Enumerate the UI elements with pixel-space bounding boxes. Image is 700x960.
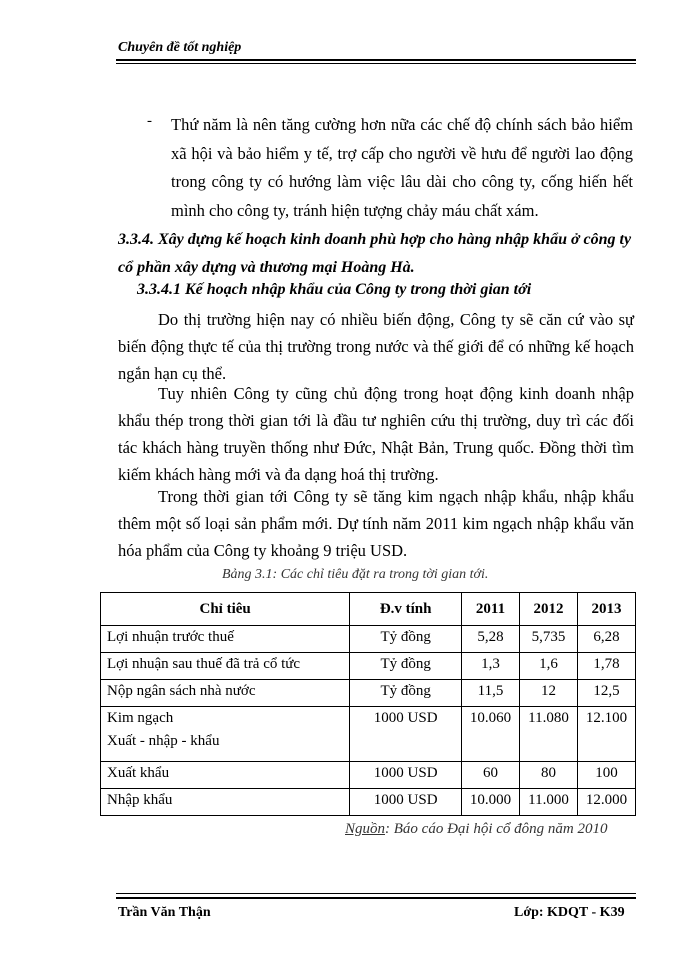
page-header-title: Chuyên đề tốt nghiệp (118, 40, 242, 55)
row-name-line1: Kim ngạch (107, 710, 174, 726)
row-2012: 11.000 (520, 789, 578, 816)
table-row (101, 707, 636, 762)
table-row (101, 762, 636, 789)
table-row (101, 653, 636, 680)
row-2013: 6,28 (578, 626, 636, 653)
col-header-2011: 2011 (462, 593, 520, 626)
row-name: Nộp ngân sách nhà nước (101, 680, 350, 707)
footer-author: Trần Văn Thận (118, 905, 211, 920)
row-name: Nhập khẩu (101, 789, 350, 816)
row-unit: Tỷ đồng (350, 680, 462, 707)
row-name-line2: Xuất - nhập - khẩu (107, 733, 220, 749)
row-2012: 1,6 (520, 653, 578, 680)
footer-divider-thin (116, 893, 636, 894)
bullet-dash: - (147, 113, 152, 129)
row-name (101, 707, 350, 762)
table-row (101, 626, 636, 653)
footer-class: Lớp: KDQT - K39 (514, 905, 625, 920)
row-2011: 1,3 (462, 653, 520, 680)
row-unit: 1000 USD (350, 762, 462, 789)
subsection-heading: 3.3.4.1 Kế hoạch nhập khẩu của Công ty trong thời gian tới (137, 281, 532, 298)
footer-divider (116, 897, 636, 899)
bullet-paragraph: Thứ năm là nên tăng cường hơn nữa các chế độ chính sách bảo hiểm xã hội và bảo hiểm y tế, trợ cấp cho người về hưu để người lao động trong công ty có hướng làm việc lâu dài cho công ty, cống hiến hết mình cho công ty, tránh hiện tượng chảy máu chất xám. (171, 115, 633, 220)
row-2011: 10.060 (462, 707, 520, 762)
col-header-2013: 2013 (578, 593, 636, 626)
row-2013: 12,5 (578, 680, 636, 707)
header-divider (116, 59, 636, 61)
row-name: Lợi nhuận trước thuế (101, 626, 350, 653)
table-source (345, 821, 608, 838)
targets-table (100, 592, 636, 816)
table-row (101, 789, 636, 816)
table-row (101, 680, 636, 707)
row-2013: 12.000 (578, 789, 636, 816)
row-2011: 5,28 (462, 626, 520, 653)
col-header-unit: Đ.v tính (350, 593, 462, 626)
source-label: Nguồn (345, 821, 386, 837)
row-2011: 10.000 (462, 789, 520, 816)
row-2012: 11.080 (520, 707, 578, 762)
row-2013: 1,78 (578, 653, 636, 680)
row-2011: 60 (462, 762, 520, 789)
paragraph-2: Tuy nhiên Công ty cũng chủ động trong hoạt động kinh doanh nhập khẩu thép trong thời gian tới là đầu tư nghiên cứu thị trường, duy trì các đối tác khách hàng truyền thống như Đức, Nhật Bản, Trung quốc. Đồng thời tìm kiếm khách hàng mới và đa dạng hoá thị trường. (118, 384, 634, 484)
paragraph-3: Trong thời gian tới Công ty sẽ tăng kim ngạch nhập khẩu, nhập khẩu thêm một số loại sản phẩm mới. Dự tính năm 2011 kim ngạch nhập khẩu văn hóa phẩm của Công ty khoảng 9 triệu USD. (118, 487, 634, 560)
table-caption: Bảng 3.1: Các chỉ tiêu đặt ra trong tời gian tới. (222, 567, 489, 582)
paragraph-1: Do thị trường hiện nay có nhiều biến động, Công ty sẽ căn cứ vào sự biến động thực tế của thị trường trong nước và thế giới để có những kế hoạch ngắn hạn cụ thể. (118, 310, 634, 383)
row-name: Xuất khẩu (101, 762, 350, 789)
row-2012: 12 (520, 680, 578, 707)
row-unit: 1000 USD (350, 707, 462, 762)
row-2011: 11,5 (462, 680, 520, 707)
table-header-row (101, 593, 636, 626)
row-2012: 5,735 (520, 626, 578, 653)
row-2013: 100 (578, 762, 636, 789)
row-unit: 1000 USD (350, 789, 462, 816)
source-text: : Báo cáo Đại hội cổ đông năm 2010 (385, 821, 608, 837)
section-heading: 3.3.4. Xây dựng kế hoạch kinh doanh phù hợp cho hàng nhập khẩu ở công ty cổ phần xây dựng và thương mại Hoàng Hà. (118, 231, 632, 276)
row-name: Lợi nhuận sau thuế đã trả cổ tức (101, 653, 350, 680)
header-divider-thin (116, 63, 636, 64)
row-unit: Tỷ đồng (350, 653, 462, 680)
row-2012: 80 (520, 762, 578, 789)
col-header-2012: 2012 (520, 593, 578, 626)
row-unit: Tỷ đồng (350, 626, 462, 653)
row-2013: 12.100 (578, 707, 636, 762)
col-header-indicator: Chỉ tiêu (101, 593, 350, 626)
